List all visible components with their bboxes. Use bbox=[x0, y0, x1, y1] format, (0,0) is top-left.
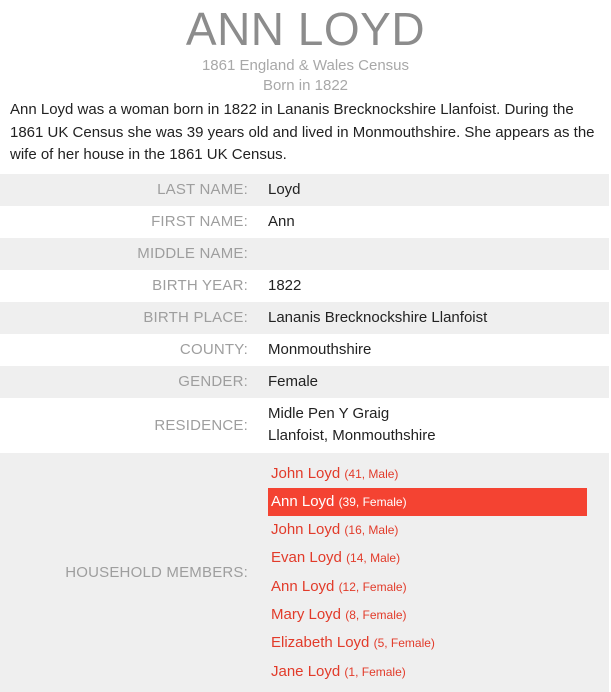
household-member-link[interactable] bbox=[268, 601, 587, 629]
member-name: John Loyd bbox=[271, 521, 341, 539]
biography-text: Ann Loyd was a woman born in 1822 in Lananis Brecknockshire Llanfoist. During the 1861 UK Census she was 39 years old and lived in Monmouthshire. She appears as the wife of her house in the 1861 UK Census. bbox=[10, 101, 595, 163]
fact-row-county bbox=[0, 334, 609, 366]
fact-value: Lananis Brecknockshire Llanfoist bbox=[268, 302, 609, 334]
member-name: Ann Loyd bbox=[271, 492, 335, 510]
household-members-list bbox=[268, 453, 609, 692]
born-subtitle: Born in 1822 bbox=[262, 77, 349, 94]
fact-value: 1822 bbox=[268, 277, 302, 294]
fact-label: BIRTH YEAR: bbox=[152, 277, 248, 294]
fact-row-first-name bbox=[0, 206, 609, 238]
fact-value: Ann bbox=[268, 213, 295, 230]
fact-row-gender bbox=[0, 366, 609, 398]
census-subtitle: 1861 England & Wales Census bbox=[201, 57, 410, 74]
fact-value bbox=[268, 398, 609, 453]
facts-table bbox=[0, 174, 609, 692]
fact-row-birth-place bbox=[0, 302, 609, 334]
fact-value: Monmouthshire bbox=[268, 341, 372, 358]
fact-label: HOUSEHOLD MEMBERS: bbox=[0, 453, 268, 692]
household-member-link[interactable] bbox=[268, 460, 587, 488]
household-member-link-current[interactable] bbox=[268, 488, 587, 516]
residence-line-2: Llanfoist, Monmouthshire bbox=[268, 427, 436, 444]
fact-label: BIRTH PLACE: bbox=[0, 302, 268, 334]
member-name: Ann Loyd bbox=[271, 577, 335, 595]
fact-row-residence bbox=[0, 398, 609, 453]
fact-row-household bbox=[0, 453, 609, 692]
household-member-link[interactable] bbox=[268, 516, 587, 544]
fact-label: LAST NAME: bbox=[0, 174, 268, 206]
fact-label: GENDER: bbox=[0, 366, 268, 398]
member-meta: (8, Female) bbox=[345, 607, 407, 622]
residence-line-1: Midle Pen Y Graig bbox=[268, 405, 390, 422]
member-meta: (12, Female) bbox=[338, 579, 407, 594]
household-member-link[interactable] bbox=[268, 658, 587, 686]
member-name: Elizabeth Loyd bbox=[271, 634, 370, 652]
fact-label: COUNTY: bbox=[179, 341, 248, 358]
household-member-link[interactable] bbox=[268, 544, 587, 572]
fact-row-birth-year bbox=[0, 270, 609, 302]
member-meta: (1, Female) bbox=[344, 664, 406, 679]
fact-row-middle-name bbox=[0, 238, 609, 270]
fact-label: FIRST NAME: bbox=[151, 213, 248, 230]
fact-value: Loyd bbox=[268, 174, 609, 206]
member-meta: (16, Male) bbox=[344, 523, 399, 538]
fact-label: RESIDENCE: bbox=[154, 416, 248, 434]
member-meta: (14, Male) bbox=[346, 551, 401, 566]
fact-value: Female bbox=[268, 366, 609, 398]
member-name: Jane Loyd bbox=[271, 662, 341, 680]
household-member-link[interactable] bbox=[268, 573, 587, 601]
fact-value bbox=[268, 238, 609, 270]
person-name-title: ANN LOYD bbox=[185, 3, 426, 55]
member-meta: (39, Female) bbox=[338, 494, 407, 509]
member-name: Mary Loyd bbox=[271, 605, 342, 623]
member-meta: (41, Male) bbox=[344, 466, 399, 481]
member-name: John Loyd bbox=[271, 464, 341, 482]
member-name: Evan Loyd bbox=[271, 549, 342, 567]
fact-row-last-name bbox=[0, 174, 609, 206]
member-meta: (5, Female) bbox=[373, 636, 435, 651]
fact-label: MIDDLE NAME: bbox=[0, 238, 268, 270]
record-header bbox=[0, 0, 611, 96]
household-member-link[interactable] bbox=[268, 629, 587, 657]
